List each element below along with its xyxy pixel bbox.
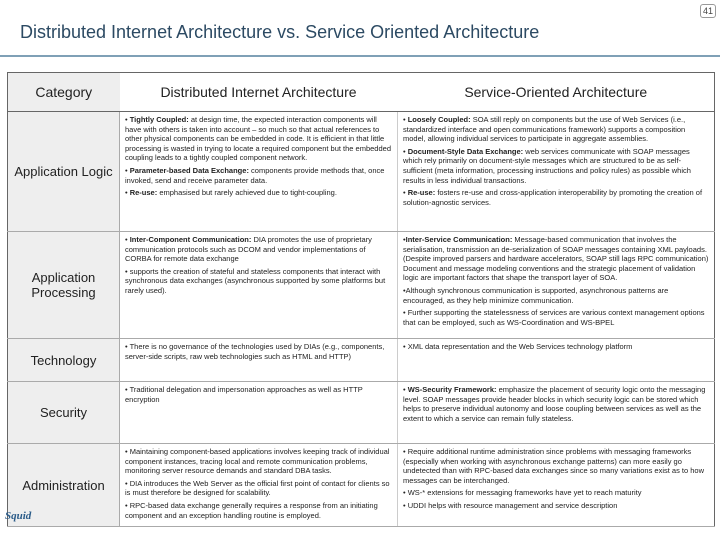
table-row: [8, 112, 715, 232]
bullet-text: supports the creation of stateful and stateless components that interact with synchronous data exchanges (asynchronous supported by some platforms but rarely used).: [125, 266, 386, 295]
bullet-item: [125, 447, 392, 476]
bullet-text: emphasize the placement of security logic onto the messaging level. SOAP messages provide header blocks in which security logic can be stored which helps to preserve individual autonomy and loose coupling between services as well as the extent to which a service can remain fully stateless.: [403, 385, 706, 423]
bullet-item: [403, 488, 709, 498]
table-row: [8, 232, 715, 339]
bullet-marker: •: [403, 308, 408, 318]
bullet-term: Re-use:: [407, 188, 436, 198]
bullet-marker: •: [125, 447, 130, 456]
bullet-marker: •: [125, 500, 130, 510]
header-soa: Service-Oriented Architecture: [398, 73, 715, 112]
bullet-item: [403, 385, 709, 423]
bullet-text: Require additional runtime administration since problems with messaging frameworks (especially when working with asynchronous exchange patterns) can more easily go undetected than with RPC-based data exchanges since so many variations exist as to how messages can be interchanged.: [403, 447, 705, 485]
bullet-marker: •: [403, 146, 408, 156]
bullet-marker: •: [403, 342, 408, 351]
bullet-item: [125, 342, 392, 361]
bullet-marker: •: [125, 235, 130, 244]
soa-cell: [398, 232, 715, 339]
bullet-term: Parameter-based Data Exchange:: [129, 165, 249, 175]
bullet-item: [125, 115, 392, 163]
page-title: Distributed Internet Architecture vs. Service Oriented Architecture: [20, 22, 540, 42]
bullet-item: [125, 188, 392, 198]
bullet-item: [403, 235, 709, 283]
bullet-term: Document-Style Data Exchange:: [407, 146, 524, 156]
bullet-text: There is no governance of the technologies used by DIAs (e.g., components, server-side scripts, raw web technologies such as HTML and HTTP): [125, 342, 385, 361]
bullet-marker: •: [403, 447, 408, 456]
bullet-item: [403, 447, 709, 485]
bullet-term: Tightly Coupled:: [129, 115, 189, 124]
bullet-term: Inter-Service Communication:: [405, 235, 513, 244]
bullet-text: DIA promotes the use of proprietary communication protocols such as DCOM and vendor implementations of CORBA for remote data exchange: [125, 235, 372, 264]
soa-cell: [398, 339, 715, 382]
header-category: Category: [8, 73, 120, 112]
category-cell: Application Processing: [8, 232, 120, 339]
bullet-marker: •: [403, 500, 408, 510]
bullet-marker: •: [125, 342, 130, 351]
bullet-text: XML data representation and the Web Services technology platform: [407, 342, 633, 351]
bullet-marker: •: [403, 385, 408, 394]
bullet-item: [125, 501, 392, 520]
bullet-text: UDDI helps with resource management and service description: [407, 500, 618, 510]
bullet-text: Message-based communication that involves the serialisation, transmission an de-serialization of SOAP messages containing XML payloads. (Despite improved parsers and hardware accelerators, SOAP still lags RPC communication) Document and message modeling conventions and the strategic placement of validation logic are important factors that shape the transport layer of SOA.: [403, 235, 709, 283]
bullet-item: [403, 342, 709, 352]
bullet-item: [403, 188, 709, 207]
category-cell: Security: [8, 382, 120, 444]
table-row: [8, 444, 715, 527]
table-row: [8, 382, 715, 444]
dia-cell: [120, 112, 398, 232]
bullet-text: components provide methods that, once invoked, send and receive parameter data.: [125, 165, 385, 185]
page-number: 41: [700, 4, 716, 18]
bullet-term: Inter-Component Communication:: [129, 235, 252, 244]
bullet-text: WS-* extensions for messaging frameworks have yet to reach maturity: [407, 488, 642, 498]
bullet-term: WS-Security Framework:: [407, 385, 497, 394]
soa-cell: [398, 112, 715, 232]
bullet-item: [403, 286, 709, 305]
header-dia: Distributed Internet Architecture: [120, 73, 398, 112]
bullet-text: SOA still reply on components but the use of Web Services (i.e., standardized interface and open communications framework) supports a composition model, allowing individual services to participate in aggregate assemblies.: [403, 115, 686, 144]
bullet-item: [125, 166, 392, 185]
bullet-item: [125, 385, 392, 404]
category-cell: Administration: [8, 444, 120, 527]
bullet-marker: •: [125, 115, 130, 124]
bullet-text: DIA introduces the Web Server as the official first point of contact for clients so is must therefore be designed for scalability.: [125, 478, 390, 498]
bullet-text: at design time, the expected interaction components will have with others is taken into account – so much so that actual references to other physical components can be embedded in code. It is efficient in that little processing is wasted in trying to locate a required component but the embedded coupling leads to a tightly coupled component network.: [125, 115, 391, 163]
bullet-text: Maintaining component-based applications involves keeping track of individual component instances, tracing local and remote communication problems, monitoring server resource demands and standard DBA tasks.: [125, 447, 390, 476]
table-row: [8, 339, 715, 382]
dia-cell: [120, 232, 398, 339]
bullet-text: fosters re-use and cross-application interoperability by promoting the creation of solution-agnostic services.: [403, 188, 703, 207]
dia-cell: [120, 444, 398, 527]
title-divider: [0, 55, 720, 57]
bullet-term: Loosely Coupled:: [407, 115, 471, 124]
bullet-marker: •: [125, 165, 130, 175]
category-cell: Application Logic: [8, 112, 120, 232]
bullet-item: [403, 308, 709, 327]
bullet-marker: •: [403, 115, 408, 124]
bullet-item: [403, 501, 709, 511]
bullet-marker: •: [125, 478, 130, 488]
dia-cell: [120, 339, 398, 382]
bullet-marker: •: [403, 285, 406, 295]
soa-cell: [398, 382, 715, 444]
soa-cell: [398, 444, 715, 527]
bullet-item: [403, 147, 709, 185]
bullet-text: Although synchronous communication is supported, asynchronous patterns are encouraged, as they help minimize communication.: [403, 285, 669, 305]
bullet-item: [125, 479, 392, 498]
bullet-term: Re-use:: [129, 188, 158, 198]
squid-logo: Squid: [5, 510, 32, 522]
bullet-item: [403, 115, 709, 144]
header-row: [8, 73, 715, 112]
comparison-table: [7, 72, 715, 527]
bullet-item: [125, 267, 392, 296]
bullet-text: Traditional delegation and impersonation approaches as well as HTTP encryption: [125, 385, 363, 404]
bullet-text: web services communicate with SOAP messages which rely primarily on document-style messages which are structured to be as self-sufficient (meta information, processing instructions and policy rules) as possible which results in less individual transactions.: [403, 146, 691, 185]
dia-cell: [120, 382, 398, 444]
bullet-marker: •: [125, 266, 130, 276]
bullet-marker: •: [403, 188, 408, 198]
category-cell: Technology: [8, 339, 120, 382]
bullet-text: Further supporting the statelessness of services are various context management options that can be employed, such as WS-Coordination and WS-BPEL: [403, 308, 705, 327]
bullet-text: RPC-based data exchange generally requires a response from an initiating component and an exception handling routine is employed.: [125, 500, 378, 520]
bullet-text: emphasised but rarely achieved due to tight-coupling.: [157, 188, 337, 198]
bullet-item: [125, 235, 392, 264]
bullet-marker: •: [125, 188, 130, 198]
bullet-marker: •: [125, 385, 130, 394]
bullet-marker: •: [403, 488, 408, 498]
bullet-marker: •: [403, 235, 406, 244]
